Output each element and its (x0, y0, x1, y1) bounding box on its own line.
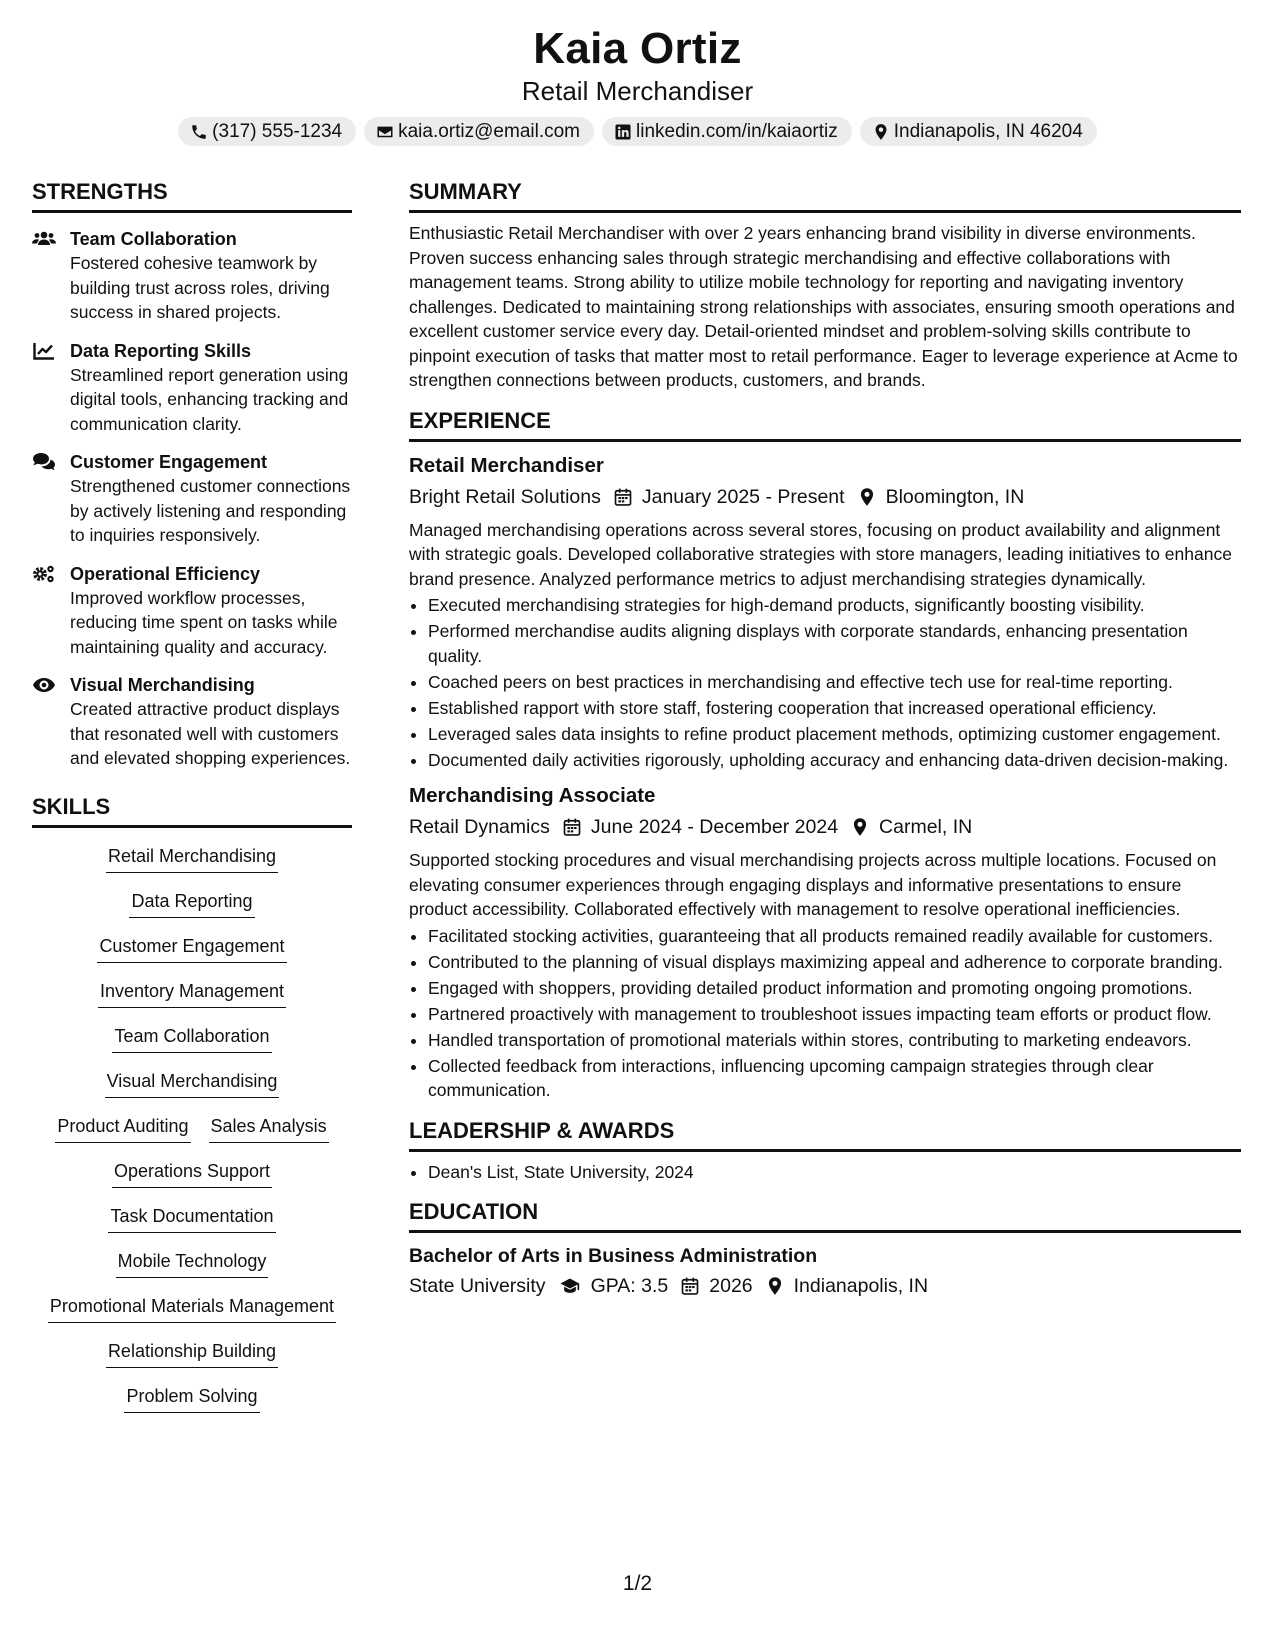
strength-description: Improved workflow processes, reducing time spent on tasks while maintaining quality and accuracy. (70, 587, 338, 657)
job-bullet: • Handled transportation of promotional materials within stores, contributing to marketing endeavors. (428, 1028, 1241, 1053)
education-location: Indianapolis, IN (793, 1275, 929, 1297)
strength-title: Customer Engagement (70, 452, 268, 472)
skills-list (32, 844, 352, 1429)
strength-description: Strengthened customer connections by actively listening and responding to inquiries responsively. (70, 476, 351, 545)
strength-item (32, 562, 352, 660)
linkedin-icon (614, 123, 632, 141)
summary-heading: SUMMARY (409, 178, 1241, 213)
job-bullet: • Collected feedback from interactions, influencing upcoming campaign strategies through clear communication. (428, 1054, 1241, 1103)
job-bullet: • Partnered proactively with management to troubleshoot issues impacting team efforts or product flow. (428, 1002, 1241, 1027)
strength-title: Team Collaboration (70, 229, 237, 249)
contact-location[interactable] (860, 117, 1097, 146)
skill-tag: Promotional Materials Management (48, 1294, 336, 1323)
skill-tag: Operations Support (112, 1159, 272, 1188)
calendar-icon (613, 487, 633, 507)
job-bullet: • Coached peers on best practices in merchandising and effective tech use for real-time reporting. (428, 670, 1241, 695)
job-bullet: • Established rapport with store staff, fostering cooperation that increased operational efficiency. (428, 696, 1241, 721)
job-title: Merchandising Associate (409, 784, 656, 807)
left-column (32, 178, 352, 1429)
job-entry (409, 452, 1241, 773)
strength-title: Operational Efficiency (70, 563, 261, 584)
job-company: Retail Dynamics (409, 816, 550, 838)
job-dates: January 2025 - Present (641, 485, 845, 508)
chart-line-icon (32, 341, 56, 361)
resume-header (0, 22, 1275, 146)
education-section (409, 1198, 1241, 1300)
awards-list (409, 1160, 1241, 1185)
envelope-icon (376, 123, 394, 141)
job-bullet: • Facilitated stocking activities, guaranteeing that all products remained readily available for customers. (428, 924, 1241, 949)
job-dates: June 2024 - December 2024 (590, 816, 839, 838)
candidate-name: Kaia Ortiz (533, 24, 742, 73)
job-entry (409, 782, 1241, 1103)
job-bullets (409, 593, 1241, 772)
contact-location-text: Indianapolis, IN 46204 (893, 121, 1083, 142)
strength-item (32, 673, 352, 771)
skill-tag: Problem Solving (124, 1384, 259, 1413)
job-title: Retail Merchandiser (409, 453, 604, 477)
job-bullet: • Contributed to the planning of visual displays maximizing appeal and adherence to corporate branding. (428, 950, 1241, 975)
strength-item (32, 339, 352, 437)
experience-heading: EXPERIENCE (409, 407, 1241, 442)
strength-title: Visual Merchandising (70, 675, 255, 695)
contact-phone[interactable] (178, 117, 356, 146)
map-pin-icon (850, 817, 870, 837)
job-bullet: • Executed merchandising strategies for high-demand products, significantly boosting visibility. (428, 593, 1241, 618)
strength-item (32, 227, 352, 325)
experience-section (409, 407, 1241, 1103)
job-meta (409, 483, 1241, 511)
education-year: 2026 (709, 1275, 753, 1297)
strength-description: Streamlined report generation using digital tools, enhancing tracking and communication clarity. (70, 364, 349, 434)
right-column (409, 178, 1241, 1300)
map-pin-icon (765, 1276, 785, 1296)
contact-email[interactable] (364, 117, 594, 146)
skill-tag: Task Documentation (108, 1204, 275, 1233)
job-meta (409, 813, 1241, 841)
eye-icon (32, 675, 56, 695)
education-gpa: GPA: 3.5 (590, 1275, 669, 1297)
job-description: Supported stocking procedures and visual merchandising projects across multiple locations. Focused on elevating consumer experiences through engaging displays and informative presentations to ensure product accessibility. Collaborated effectively with management to resolve operational inefficiencies. (409, 850, 1217, 919)
skill-tag: Product Auditing (55, 1114, 190, 1143)
skill-tag: Team Collaboration (112, 1024, 271, 1053)
gears-icon (32, 564, 56, 584)
page-number: 1/2 (622, 1572, 653, 1595)
job-description: Managed merchandising operations across several stores, focusing on product availability and alignment with strategic goals. Developed collaborative strategies with store managers, leading initiatives to enhance brand presence. Analyzed performance metrics to adjust merchandising strategies dynamically. (409, 519, 1232, 589)
job-bullet: • Documented daily activities rigorously, upholding accuracy and enhancing data-driven decision-making. (428, 748, 1241, 773)
awards-heading: LEADERSHIP & AWARDS (409, 1117, 1241, 1152)
job-bullets (409, 924, 1241, 1103)
education-meta (409, 1272, 1241, 1300)
graduation-cap-icon (558, 1276, 582, 1296)
award-item: • Dean's List, State University, 2024 (428, 1160, 1241, 1185)
skills-heading: SKILLS (32, 793, 352, 828)
skill-tag: Visual Merchandising (105, 1069, 280, 1098)
calendar-icon (680, 1276, 700, 1296)
calendar-icon (562, 817, 582, 837)
education-degree: Bachelor of Arts in Business Administration (409, 1245, 818, 1267)
awards-section (409, 1117, 1241, 1185)
candidate-title: Retail Merchandiser (521, 76, 754, 106)
users-icon (32, 229, 56, 249)
job-bullet: • Leveraged sales data insights to refine product placement methods, optimizing customer engagement. (428, 722, 1241, 747)
skill-tag: Data Reporting (129, 889, 254, 918)
skill-tag: Customer Engagement (97, 934, 286, 963)
strengths-heading: STRENGTHS (32, 178, 352, 213)
contact-email-text: kaia.ortiz@email.com (398, 121, 581, 142)
job-location: Bloomington, IN (885, 485, 1025, 508)
skill-tag: Retail Merchandising (106, 844, 278, 873)
skill-tag: Inventory Management (98, 979, 286, 1008)
comments-icon (32, 452, 56, 472)
strength-description: Fostered cohesive teamwork by building trust across roles, driving success in shared projects. (70, 253, 330, 322)
phone-icon (190, 123, 208, 141)
strength-title: Data Reporting Skills (70, 340, 252, 361)
contact-linkedin-text: linkedin.com/in/kaiaortiz (636, 121, 838, 142)
skill-tag: Relationship Building (106, 1339, 278, 1368)
job-company: Bright Retail Solutions (409, 485, 601, 508)
summary-text: Enthusiastic Retail Merchandiser with over 2 years enhancing brand visibility in diverse environments. Proven success enhancing sales through strategic merchandising and effective collaborations with management teams. Strong ability to utilize mobile technology for reporting and navigating inventory challenges. Dedicated to maintaining strong relationships with associates, ensuring smooth operations and excellent customer service every day. Detail-oriented mindset and problem-solving skills contribute to pinpoint execution of tasks that matter most to retail performance. Eager to leverage experience at Acme to strengthen connections between products, customers, and brands. (409, 223, 1238, 390)
contact-phone-text: (317) 555-1234 (212, 121, 343, 142)
job-location: Carmel, IN (879, 816, 973, 838)
contact-bar (0, 117, 1275, 146)
map-pin-icon (872, 123, 890, 141)
education-heading: EDUCATION (409, 1198, 1241, 1233)
map-pin-icon (857, 487, 877, 507)
strength-description: Created attractive product displays that resonated well with customers and elevated shopping experiences. (70, 699, 351, 768)
skill-tag: Sales Analysis (209, 1114, 329, 1143)
education-school: State University (409, 1275, 546, 1297)
contact-linkedin[interactable] (602, 117, 852, 146)
skill-tag: Mobile Technology (116, 1249, 269, 1278)
job-bullet: • Engaged with shoppers, providing detailed product information and promoting ongoing promotions. (428, 976, 1241, 1001)
strength-item (32, 450, 352, 548)
job-bullet: • Performed merchandise audits aligning displays with corporate standards, enhancing presentation quality. (428, 619, 1241, 668)
